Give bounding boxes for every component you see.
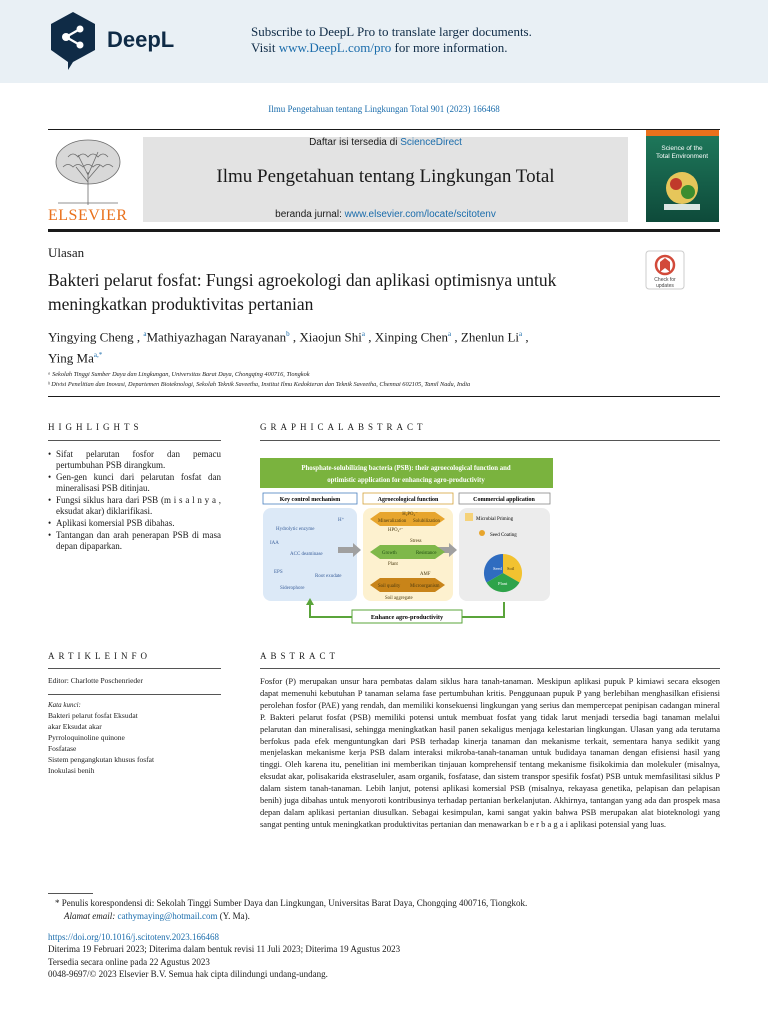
graphical-abstract-rule bbox=[260, 440, 720, 441]
crossmark-text-1: Check for bbox=[654, 277, 676, 283]
masthead-thick-rule bbox=[48, 229, 720, 232]
list-item: • Aplikasi komersial PSB dibahas. bbox=[48, 518, 221, 529]
ga-term: Resistance bbox=[416, 551, 437, 556]
editor-line: Editor: Charlotte Poschenrieder bbox=[48, 676, 143, 685]
journal-homepage-link[interactable]: www.elsevier.com/locate/scitotenv bbox=[344, 209, 496, 220]
ga-term: Soil quality bbox=[378, 584, 401, 589]
received-dates: Diterima 19 Februari 2023; Diterima dalam bentuk revisi 11 Juli 2023; Diterima 19 Agustus 2023 bbox=[48, 944, 401, 954]
abstract-heading: ABSTRACT bbox=[260, 651, 340, 661]
article-info-rule-2 bbox=[48, 694, 221, 695]
crossmark-icon[interactable] bbox=[645, 250, 685, 290]
sciencedirect-link[interactable]: ScienceDirect bbox=[400, 137, 462, 148]
online-date: Tersedia secara online pada 22 Agustus 2023 bbox=[48, 957, 210, 967]
elsevier-wordmark: ELSEVIER bbox=[48, 207, 128, 224]
ga-term: Microbial Priming bbox=[476, 517, 514, 522]
abstract-rule bbox=[260, 668, 720, 669]
author-name[interactable]: Xiaojun Shi bbox=[299, 329, 362, 345]
affiliation-rule bbox=[48, 396, 720, 397]
ga-term: AMF bbox=[420, 572, 431, 577]
article-type: Ulasan bbox=[48, 245, 85, 260]
keywords-label: Kata kunci: bbox=[48, 701, 81, 709]
ga-term: Siderophore bbox=[280, 586, 305, 591]
ga-term: Microorganism bbox=[410, 584, 440, 589]
ga-title-1: Phosphate-solubilizing bacteria (PSB): their agroecological function and bbox=[301, 465, 511, 472]
ga-term: H⁺ bbox=[338, 518, 345, 523]
ga-term: Stress bbox=[410, 539, 422, 544]
doi-link[interactable]: https://doi.org/10.1016/j.scitotenv.2023.166468 bbox=[48, 932, 219, 942]
article-info-heading: ARTIKLEINFO bbox=[48, 651, 151, 661]
keyword: Pyrroloquinoline quinone bbox=[48, 733, 125, 742]
keyword: Sistem pengangkutan khusus fosfat bbox=[48, 755, 155, 764]
ga-term: Plant bbox=[498, 581, 508, 586]
affiliation-a: ᵃ Sekolah Tinggi Sumber Daya dan Lingkungan, Universitas Barat Daya, Chongqing 400716, Tiongkok bbox=[48, 371, 310, 378]
author-name[interactable]: Zhenlun Li bbox=[460, 329, 520, 345]
ga-term: Hydrolytic enzyme bbox=[276, 527, 315, 532]
promo-line-2: Visit www.DeepL.com/pro for more information. bbox=[251, 40, 508, 55]
corresponding-author-note: * Penulis korespondensi di: Sekolah Tinggi Sumber Daya dan Lingkungan, Universitas Barat Daya, Chongqing 400716, Tiongkok. bbox=[55, 898, 528, 908]
journal-cover-icon[interactable] bbox=[646, 130, 719, 222]
highlights-heading: HIGHLIGHTS bbox=[48, 422, 143, 432]
author-affiliation-marker: a bbox=[448, 330, 452, 338]
ga-term: ACC deaminase bbox=[290, 552, 323, 557]
ga-footer-label: Enhance agro-productivity bbox=[370, 614, 444, 621]
ga-term: Seed Coating bbox=[490, 533, 517, 538]
keywords-list bbox=[48, 710, 154, 776]
list-item: • Gen-gen kunci dari pelarutan fosfat dan mineralisasi PSB ditinjau. bbox=[48, 472, 221, 494]
ga-panel1-label: Key control mechanism bbox=[279, 497, 341, 503]
keyword: akar Eksudat akar bbox=[48, 722, 102, 731]
ga-term: Mineralization bbox=[378, 519, 407, 524]
footnote-rule bbox=[48, 893, 93, 894]
highlights-rule bbox=[48, 440, 221, 441]
ga-term: HPO₄²⁻ bbox=[388, 528, 404, 533]
keyword: Fosfatase bbox=[48, 744, 77, 753]
author-name[interactable]: Ying Ma bbox=[48, 350, 94, 366]
deepl-brand-name: DeepL bbox=[107, 27, 175, 52]
promo-line-1: Subscribe to DeepL Pro to translate larger documents. bbox=[251, 24, 532, 39]
author-name[interactable]: Mathiyazhagan Narayanan bbox=[146, 329, 287, 345]
ga-panel2-label: Agroecological function bbox=[377, 497, 439, 503]
ga-term: H₂PO₄⁻ bbox=[402, 512, 418, 517]
author-name[interactable]: Yingying Cheng bbox=[48, 329, 134, 345]
list-item: • Tantangan dan arah penerapan PSB di masa depan dipaparkan. bbox=[48, 530, 221, 552]
list-item: • Fungsi siklus hara dari PSB (m i s a l n y a , eksudat akar) diklarifikasi. bbox=[48, 495, 221, 517]
graphical-abstract-heading: GRAPHICALABSTRACT bbox=[260, 422, 427, 432]
highlights-list bbox=[48, 449, 221, 553]
keyword: Inokulasi benih bbox=[48, 766, 95, 775]
keyword: Bakteri pelarut fosfat Eksudat bbox=[48, 711, 138, 720]
cover-title-1: Science of the bbox=[661, 145, 703, 152]
article-info-rule bbox=[48, 668, 221, 669]
graphical-abstract-figure bbox=[260, 458, 553, 626]
affiliations bbox=[48, 370, 728, 390]
elsevier-tree-icon bbox=[48, 137, 128, 207]
author-affiliation-marker: b bbox=[286, 330, 290, 338]
article-title: Bakteri pelarut fosfat: Fungsi agroekologi dan aplikasi optimisnya untuk meningkatkan produktivitas pertanian bbox=[48, 270, 557, 314]
deepl-logo-icon[interactable] bbox=[48, 10, 98, 72]
list-item: • Sifat pelarutan fosfor dan pemacu pertumbuhan PSB dirangkum. bbox=[48, 449, 221, 471]
crossmark-text-2: updates bbox=[656, 283, 674, 289]
ga-term: Soil aggregate bbox=[385, 596, 413, 601]
author-list: Yingying Cheng , $^a$Mathiyazhagan Narayanan$^b$ , Xiaojun Shi$^a$ , Xinping Chen$^a$ , Zhenlun Li$^a$ , Ying $Ma^{a,*}$ bbox=[48, 329, 529, 366]
ga-term: Plant bbox=[388, 562, 398, 567]
ga-term: EPS bbox=[274, 570, 283, 575]
ga-term: Root exudate bbox=[315, 574, 342, 579]
ga-panel3-label: Commercial application bbox=[473, 497, 535, 503]
ga-term: IAA bbox=[270, 541, 279, 546]
journal-title: Ilmu Pengetahuan tentang Lingkungan Total bbox=[216, 166, 555, 187]
affiliation-b: ᵇ Divisi Penelitian dan Inovasi, Departemen Bioteknologi, Sekolah Teknik Saveetha, Institut Ilmu Kedokteran dan Teknik Saveetha, Chennai 602105, Tamil Nadu, India bbox=[48, 381, 471, 388]
ga-term: Soil bbox=[507, 566, 515, 571]
ga-term: Seed bbox=[493, 566, 502, 571]
copyright-line: 0048-9697/© 2023 Elsevier B.V. Semua hak cipta dilindungi undang-undang. bbox=[48, 969, 328, 979]
contents-available-line: Daftar isi tersedia di ScienceDirect bbox=[309, 137, 462, 148]
journal-citation-link[interactable]: Ilmu Pengetahuan tentang Lingkungan Total 901 (2023) 166468 bbox=[268, 104, 500, 114]
ga-term: Solubilization bbox=[413, 519, 440, 524]
author-affiliation-marker: a bbox=[519, 330, 523, 338]
ga-title-2: optimistic application for enhancing agro-productivity bbox=[327, 477, 485, 484]
author-marker: a bbox=[143, 330, 147, 338]
header-rule bbox=[48, 129, 720, 130]
author-affiliation-marker: a bbox=[361, 330, 365, 338]
cover-title-2: Total Environment bbox=[655, 153, 709, 160]
abstract-body: Fosfor (P) merupakan unsur hara pembatas dalam siklus hara tanah-tanaman. Meskipun aplikasi pupuk P kimiawi secara eksogen dapat memenuhi kebutuhan P tanaman selama fase pertumbuhan kritis. Penggunaan pupuk P yang berlebihan menghasilkan efisiensi perolehan fosfor (PAE) yang rendah, dan memiliki konsekuensi lingkungan yang serius dan mempercepat penipisan cadangan mineral P. Bakteri pelarut fosfat (PSB) memiliki potensi untuk membuat fosfat yang tidak larut menjadi tersedia bagi tanaman melalui pelarutan dan mineralisasi, sehingga meningkatkan hasil panen sekaligus menjaga kelestarian lingkungan. Ulasan yang ada terutama berfokus pada efek menguntungkan dari PSB terhadap kinerja tanaman dan mekanisme terkait, sementara hanya sedikit yang menjelaskan mekanisme kerja PSB dalam interaksi mikroba-tanah-tanaman untuk budidaya tanaman dengan efisiensi hasil yang tinggi. Oleh karena itu, penelitian ini memberikan tinjauan komprehensif tentang mekanisme fisikokimia dan molekuler (misalnya, eksudat akar, polisakarida ekstraseluler, asam organik, fosfatase, dan sistem transpor spesifik fosfat) PSB untuk memfasilitasi siklus P dalam sistem tanah-tanaman. Lebih lanjut, potensi aplikasi komersial PSB (misalnya, rekayasa genetika, pelapisan dan pelapisan benih) juga dibahas untuk menyoroti kontribusinya terhadap pertanian berkelanjutan. Akhirnya, tantangan yang ada dan prospek masa depan dalam aplikasi pertanian diusulkan. Sebagai kesimpulan, kami sangat yakin bahwa PSB merupakan alat bioteknologi yang sangat penting untuk meningkatkan produktivitas pertanian dan menawarkan b e r b a g a i aplikasi potensial yang luas. bbox=[260, 676, 720, 829]
email-link[interactable]: cathymaying@hotmail.com bbox=[117, 911, 218, 921]
author-affiliation-marker: a,* bbox=[93, 351, 103, 360]
ga-term: Growth bbox=[382, 551, 397, 556]
journal-homepage-line: beranda jurnal: www.elsevier.com/locate/scitotenv bbox=[275, 209, 496, 220]
author-name[interactable]: Xinping Chen bbox=[374, 329, 449, 345]
email-line: Alamat email: cathymaying@hotmail.com (Y. Ma). bbox=[64, 911, 250, 921]
deepl-pro-link[interactable]: www.DeepL.com/pro bbox=[278, 40, 392, 55]
